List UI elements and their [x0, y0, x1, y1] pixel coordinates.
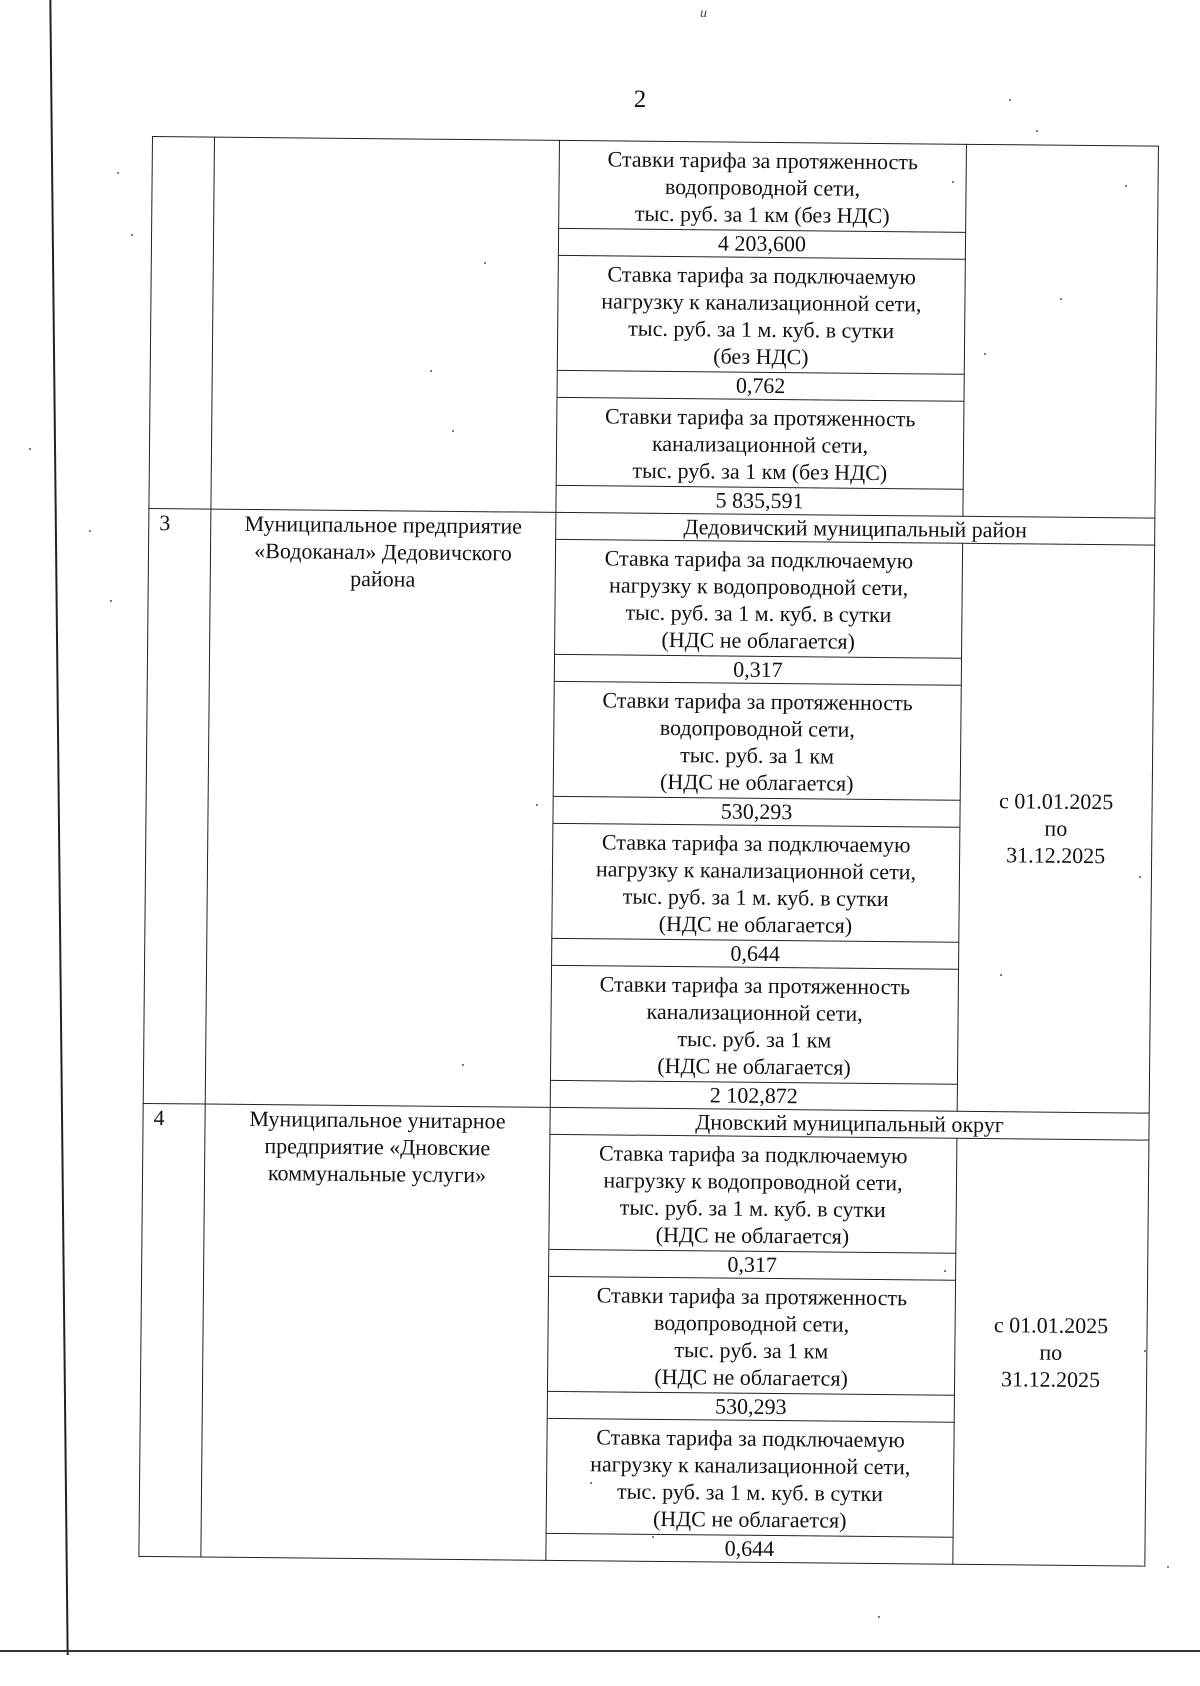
tariff-label — [549, 1134, 957, 1253]
tariff-label-line: Ставки тарифа за протяженность — [607, 146, 919, 175]
scan-speck — [1167, 1566, 1169, 1568]
scan-speck — [131, 234, 133, 236]
scan-speck — [117, 172, 119, 174]
scan-speck — [462, 1064, 464, 1066]
scan-speck — [590, 1482, 592, 1484]
tariff-label-line: канализационной сети, — [646, 998, 863, 1026]
tariff-value: 2 102,872 — [550, 1080, 957, 1111]
tariff-label-line: Ставки тарифа за протяженность — [602, 687, 913, 716]
page-number: 2 — [633, 86, 647, 113]
scan-speck — [430, 370, 432, 372]
tariff-table — [138, 136, 1159, 1567]
tariff-label-line: Ставка тарифа за подключаемую — [598, 1140, 908, 1169]
tariff-label-line: Ставки тарифа за протяженность — [599, 971, 911, 1000]
tariff-label-line: тыс. руб. за 1 км — [677, 1026, 832, 1053]
validity-period-line: по — [1044, 815, 1068, 841]
tariff-label-line: Ставка тарифа за подключаемую — [601, 829, 911, 858]
district-name: Дновский муниципальный округ — [550, 1107, 1149, 1140]
scan-speck — [1144, 1350, 1146, 1352]
entry-number: 3 — [143, 508, 211, 1104]
entry-org-cell — [211, 137, 560, 512]
entry-number-cell — [149, 137, 215, 510]
tariff-label-line: тыс. руб. за 1 м. куб. в сутки — [616, 1478, 884, 1507]
tariff-label-line: (НДС не облагается) — [654, 1363, 848, 1391]
tariff-label-line: нагрузку к канализационной сети, — [590, 1451, 911, 1480]
tariff-label-line: (НДС не облагается) — [655, 1221, 850, 1249]
tariff-label — [547, 1276, 955, 1395]
scan-speck — [1060, 298, 1062, 300]
scan-speck — [878, 1616, 880, 1618]
tariff-label-line: тыс. руб. за 1 км (без НДС) — [632, 457, 888, 486]
validity-period-line: с 01.01.2025 — [998, 788, 1114, 815]
tariff-label-line: (НДС не облагается) — [657, 1052, 851, 1080]
scan-mark: и — [700, 6, 707, 21]
tariff-label — [546, 1418, 954, 1537]
tariff-label — [559, 140, 967, 232]
tariff-label-line: водопроводной сети, — [653, 1309, 850, 1337]
scan-speck — [29, 448, 31, 450]
scan-speck — [1125, 185, 1127, 187]
continuation-label-row — [152, 137, 1159, 235]
entry-period-cell — [963, 144, 1159, 518]
tariff-label-line: тыс. руб. за 1 м. куб. в сутки — [628, 315, 895, 344]
organization-name: Муниципальное унитарное предприятие «Дновские коммунальные услуги» — [201, 1104, 550, 1560]
scan-left-edge — [5, 0, 68, 1655]
tariff-label — [555, 539, 963, 658]
tariff-label-line: водопроводной сети, — [664, 173, 861, 201]
tariff-label-line: тыс. руб. за 1 м. куб. в сутки — [622, 883, 889, 912]
tariff-label-line: (НДС не облагается) — [659, 768, 854, 796]
tariff-label — [550, 965, 958, 1084]
tariff-label-line: (без НДС) — [713, 343, 809, 370]
tariff-label — [557, 255, 965, 374]
tariff-label-line: Ставки тарифа за протяженность — [596, 1282, 908, 1311]
tariff-label — [556, 397, 964, 489]
tariff-label-line: нагрузку к водопроводной сети, — [609, 572, 909, 601]
scan-speck — [89, 530, 91, 532]
tariff-label-line: Ставки тарифа за протяженность — [605, 403, 916, 432]
tariff-label-line: нагрузку к канализационной сети, — [601, 288, 922, 317]
scan-speck — [1000, 974, 1002, 976]
scan-speck — [1036, 130, 1038, 132]
tariff-label-line: (НДС не облагается) — [661, 626, 856, 654]
tariff-label-line: водопроводной сети, — [659, 714, 856, 742]
validity-period-line: 31.12.2025 — [1000, 1366, 1101, 1393]
tariff-value: 530,293 — [547, 1391, 954, 1422]
scan-speck — [536, 804, 538, 806]
tariff-value: 5 835,591 — [556, 485, 963, 516]
tariff-label-line: (НДС не облагается) — [658, 910, 853, 938]
scan-speck — [952, 181, 954, 183]
tariff-value: 4 203,600 — [558, 228, 965, 259]
organization-name: Муниципальное предприятие «Водоканал» Дедовичского района — [205, 509, 556, 1107]
validity-period-line: с 01.01.2025 — [993, 1312, 1109, 1339]
tariff-label-line: (НДС не облагается) — [652, 1505, 847, 1533]
tariff-label-line: Ставка тарифа за подключаемую — [607, 261, 917, 290]
scan-bottom-edge — [0, 1650, 1200, 1652]
scan-speck — [484, 262, 486, 264]
validity-period-line: 31.12.2025 — [1006, 842, 1106, 869]
scan-speck — [652, 1536, 654, 1538]
tariff-value: 0,317 — [549, 1249, 956, 1280]
scan-speck — [1009, 99, 1011, 101]
tariff-label-line: нагрузку к канализационной сети, — [595, 856, 917, 885]
tariff-label-line: канализационной сети, — [651, 430, 869, 458]
tariff-label-line: Ставка тарифа за подключаемую — [604, 545, 914, 574]
tariff-label — [552, 823, 960, 942]
tariff-label-line: тыс. руб. за 1 м. куб. в сутки — [625, 599, 892, 628]
tariff-label-line: нагрузку к водопроводной сети, — [603, 1167, 903, 1196]
tariff-value: 0,644 — [552, 938, 959, 969]
tariff-table-body — [139, 137, 1159, 1567]
tariff-label-line: тыс. руб. за 1 км — [674, 1337, 829, 1364]
scan-speck — [1139, 876, 1141, 878]
scan-speck — [944, 1270, 946, 1272]
tariff-label-line: тыс. руб. за 1 км — [680, 742, 835, 769]
tariff-value: 0,644 — [546, 1533, 953, 1564]
scan-speck — [110, 600, 112, 602]
validity-period-line: по — [1039, 1339, 1063, 1365]
scan-speck — [984, 353, 986, 355]
tariff-value: 530,293 — [553, 796, 960, 827]
tariff-label-line: Ставка тарифа за подключаемую — [596, 1424, 905, 1453]
validity-period — [957, 543, 1154, 1113]
tariff-label-line: тыс. руб. за 1 м. куб. в сутки — [619, 1194, 886, 1223]
validity-period — [953, 1138, 1149, 1566]
tariff-label — [553, 681, 961, 800]
tariff-value: 0,317 — [554, 654, 961, 685]
tariff-value: 0,762 — [557, 370, 964, 401]
entry-number: 4 — [139, 1103, 205, 1557]
tariff-label-line: тыс. руб. за 1 км (без НДС) — [634, 200, 890, 229]
scan-speck — [452, 430, 454, 432]
district-name: Дедовичский муниципальный район — [556, 512, 1155, 545]
